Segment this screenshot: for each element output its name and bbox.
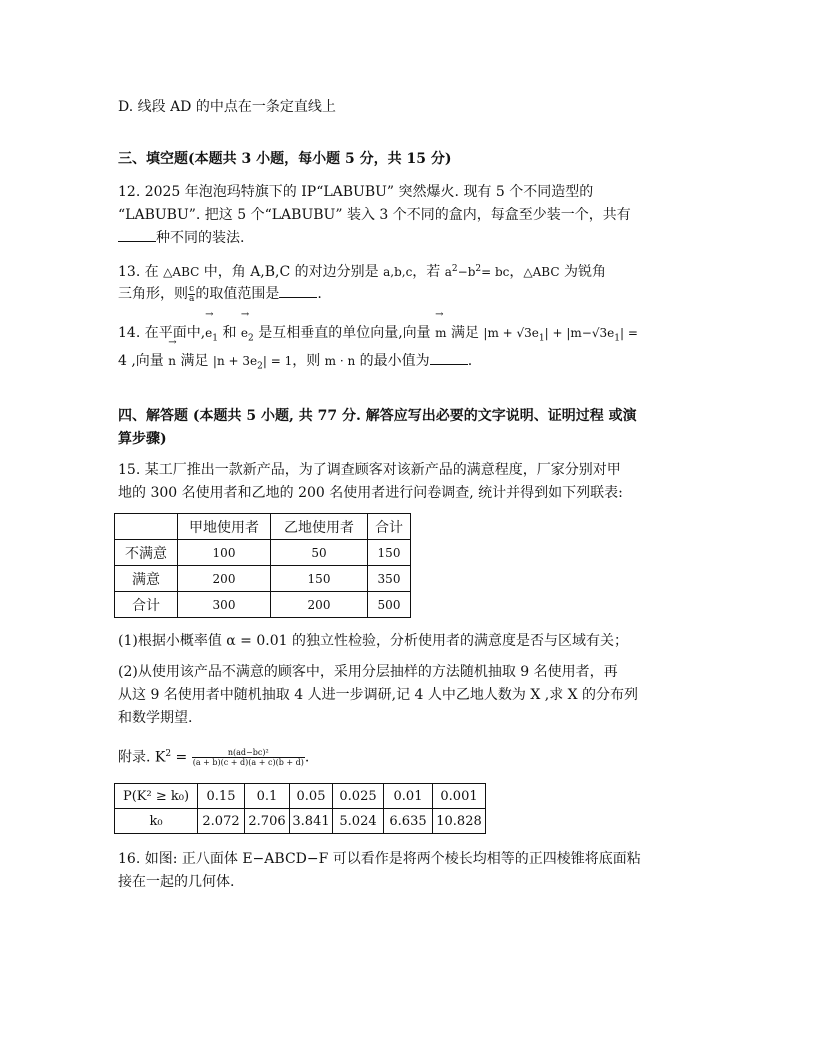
equals: = [171,749,192,766]
table-row [115,809,486,834]
eq-rhs: = bc [481,265,510,279]
table-row [115,592,411,618]
table-cell: 0.1 [245,784,290,809]
table-cell: 300 [178,592,271,618]
frac-den: (a + b)(c + d)(a + c)(b + d) [192,758,304,768]
vec-e: e [240,326,249,340]
triangle-abc: △ABC [523,265,560,279]
q14-text: 14. 在平面中, [118,325,206,341]
q13-text: . [317,286,322,302]
critical-value-table [114,783,486,834]
condition-1 [483,326,638,344]
q15-part2-line2: 从这 9 名使用者中随机抽取 4 人进一步调研,记 4 人中乙地人数为 X ,求 X 的分布列 [118,687,639,703]
q16-line1: 16. 如图: 正八面体 E−ABCD−F 可以看作是将两个棱长均相等的正四棱锥将底面粘 [118,851,641,867]
eq-a: a [444,265,452,279]
q13-text: ， [509,264,524,280]
condition-2 [212,354,293,372]
q15-part2-line3: 和数学期望. [118,710,193,726]
equation [445,265,510,279]
table-cell: 350 [368,566,411,592]
table-cell: 0.001 [433,784,486,809]
q13-text: 为锐角 [559,264,606,280]
q15-part2-line1: (2)从使用该产品不满意的顾客中，采用分层抽样的方法随机抽取 9 名使用者，再 [118,664,618,680]
table-header-row [115,514,411,540]
option-d: D. 线段 AD 的中点在一条定直线上 [118,99,336,115]
q14-line1 [118,322,698,350]
table-cell [115,514,178,540]
table-cell: 0.025 [333,784,384,809]
table-cell: 0.01 [384,784,433,809]
cond2-b: | = 1 [262,354,293,368]
dot-product: m · n [324,354,356,368]
cond2-a: |n + 3e [212,354,258,368]
frac-num: c [189,283,195,294]
q13-line2 [118,283,698,306]
table-cell: 500 [368,592,411,618]
table-cell: P(K² ≥ k₀) [115,784,198,809]
table-cell: 满意 [115,566,178,592]
side-vars: a,b,c [383,265,413,279]
table-cell: 100 [178,540,271,566]
exp-2: 2 [165,749,172,759]
vector-e2 [241,322,254,350]
table-cell: 6.635 [384,809,433,834]
table-row [115,566,411,592]
table-cell: 3.841 [290,809,333,834]
frac-den: a [189,293,195,304]
q14-text: 的最小值为 [355,353,430,369]
formula-end: . [304,749,310,766]
table-cell: 0.15 [198,784,245,809]
table-cell: 乙地使用者 [271,514,368,540]
table-cell: 10.828 [433,809,486,834]
q14-text: 满足 [446,325,484,341]
q13-text: 13. 在 [118,264,164,280]
table-cell: 不满意 [115,540,178,566]
section3-title: 三、填空题(本题共 3 小题，每小题 5 分，共 15 分) [118,151,452,167]
table-row [115,540,411,566]
chi-square-fraction [192,748,305,767]
vec-e: e [205,326,213,340]
vector-m: → m [435,322,446,345]
q14-line2 [118,350,698,378]
contingency-table [114,513,411,618]
q15-line1: 15. 某工厂推出一款新产品，为了调查顾客对该新产品的满意程度，厂家分别对甲 [118,462,621,478]
section4-title-line2: 算步骤) [118,431,167,447]
vector-n: → n [168,350,176,373]
sub-1: 1 [538,333,545,344]
sub-1: 1 [212,333,219,344]
q14-text: 满足 [176,353,213,369]
q14-text: 和 [218,325,241,341]
appendix-label: 附录. K [118,749,166,766]
q13-text: ，若 [412,264,445,280]
q15-line2: 地的 300 名使用者和乙地的 200 名使用者进行问卷调查, 统计并得到如下列联表: [118,485,623,501]
table-cell: 2.706 [245,809,290,834]
q12-line3-text: 种不同的装法. [156,230,245,246]
table-cell: 合计 [115,592,178,618]
sub-2: 2 [248,333,254,344]
q13-line1 [118,258,698,284]
table-cell: k₀ [115,809,198,834]
q12-line1: 12. 2025 年泡泡玛特旗下的 IP“LABUBU” 突然爆火. 现有 5 个不同造型的 [118,184,594,200]
cond1-b: | + |m−√3e [544,326,615,340]
table-cell: 5.024 [333,809,384,834]
table-row [115,784,486,809]
triangle-abc: △ABC [163,265,200,279]
table-cell: 甲地使用者 [178,514,271,540]
cond1-c: | = [619,326,638,340]
frac-num: n(ad−bc)² [192,748,305,758]
answer-blank [279,285,317,298]
q16-line2: 接在一起的几何体. [118,874,235,890]
answer-blank [430,352,468,365]
table-cell: 合计 [368,514,411,540]
sub-1: 1 [614,333,620,344]
section4-title-line1: 四、解答题 (本题共 5 小题, 共 77 分. 解答应写出必要的文字说明、证明过程 或演 [118,408,637,424]
q15-part1: (1)根据小概率值 α = 0.01 的独立性检验，分析使用者的满意度是否与区域有关； [118,633,628,649]
q14-text: 4 ,向量 [118,353,169,369]
q13-text: 中，角 A,B,C 的对边分别是 [199,264,384,280]
table-cell: 0.05 [290,784,333,809]
q13-text: 三角形，则 [118,286,188,302]
cond1-a: |m + √3e [483,326,539,340]
exp-2: 2 [451,264,458,274]
table-cell: 50 [271,540,368,566]
table-cell: 150 [271,566,368,592]
eq-b: −b [457,265,476,279]
sub-2: 2 [257,361,263,372]
table-cell: 200 [271,592,368,618]
q14-text: ，则 [292,353,325,369]
q12-line2: “LABUBU”. 把这 5 个“LABUBU” 装入 3 个不同的盒内，每盒至少装一个，共有 [118,207,631,223]
table-cell: 200 [178,566,271,592]
exp-2: 2 [475,264,482,274]
table-cell: 150 [368,540,411,566]
vector-e1 [205,322,218,350]
table-cell: 2.072 [198,809,245,834]
q12-line3 [118,227,698,250]
q13-text: 的取值范围是 [195,286,280,302]
appendix-formula [118,743,698,770]
q14-text: . [467,353,473,369]
q14-text: 是互相垂直的单位向量,向量 [253,325,436,341]
answer-blank [118,229,156,242]
